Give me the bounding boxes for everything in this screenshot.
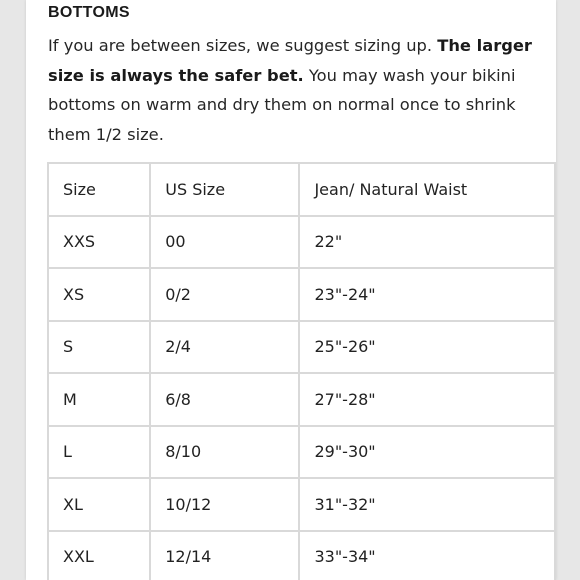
cell-waist: 29"-30" (299, 426, 555, 479)
cell-us-size: 10/12 (150, 478, 299, 531)
table-row (48, 373, 555, 426)
cell-waist: 23"-24" (299, 268, 555, 321)
table-row (48, 216, 555, 269)
cell-us-size: 12/14 (150, 531, 299, 580)
cell-waist: 33"-34" (299, 531, 555, 580)
cell-us-size: 8/10 (150, 426, 299, 479)
cell-size: M (48, 373, 150, 426)
cell-waist: 22" (299, 216, 555, 269)
cell-us-size: 2/4 (150, 321, 299, 374)
cell-size: XL (48, 478, 150, 531)
table-row (48, 321, 555, 374)
table-row (48, 268, 555, 321)
cell-size: XXS (48, 216, 150, 269)
table-row (48, 531, 555, 580)
cell-waist: 27"-28" (299, 373, 555, 426)
size-chart-table (47, 162, 556, 580)
header-size: Size (48, 163, 150, 216)
sizing-advice-text: If you are between sizes, we suggest sizing up. (48, 36, 438, 55)
cell-us-size: 0/2 (150, 268, 299, 321)
header-waist: Jean/ Natural Waist (299, 163, 555, 216)
section-heading: BOTTOMS (48, 4, 130, 21)
cell-us-size: 6/8 (150, 373, 299, 426)
cell-us-size: 00 (150, 216, 299, 269)
cell-waist: 25"-26" (299, 321, 555, 374)
table-row (48, 426, 555, 479)
header-us-size: US Size (150, 163, 299, 216)
cell-size: XS (48, 268, 150, 321)
sizing-advice-paragraph (48, 31, 548, 149)
cell-size: XXL (48, 531, 150, 580)
washing-advice-text: You may wash your bikini bottoms on warm and dry them on normal once to shrink them 1/2 size. (48, 65, 516, 144)
size-guide-page (26, 0, 556, 580)
table-row (48, 478, 555, 531)
sizing-advice-emphasis: The larger size is always the safer bet. (48, 36, 532, 85)
cell-size: S (48, 321, 150, 374)
table-header-row (48, 163, 555, 216)
cell-size: L (48, 426, 150, 479)
cell-waist: 31"-32" (299, 478, 555, 531)
